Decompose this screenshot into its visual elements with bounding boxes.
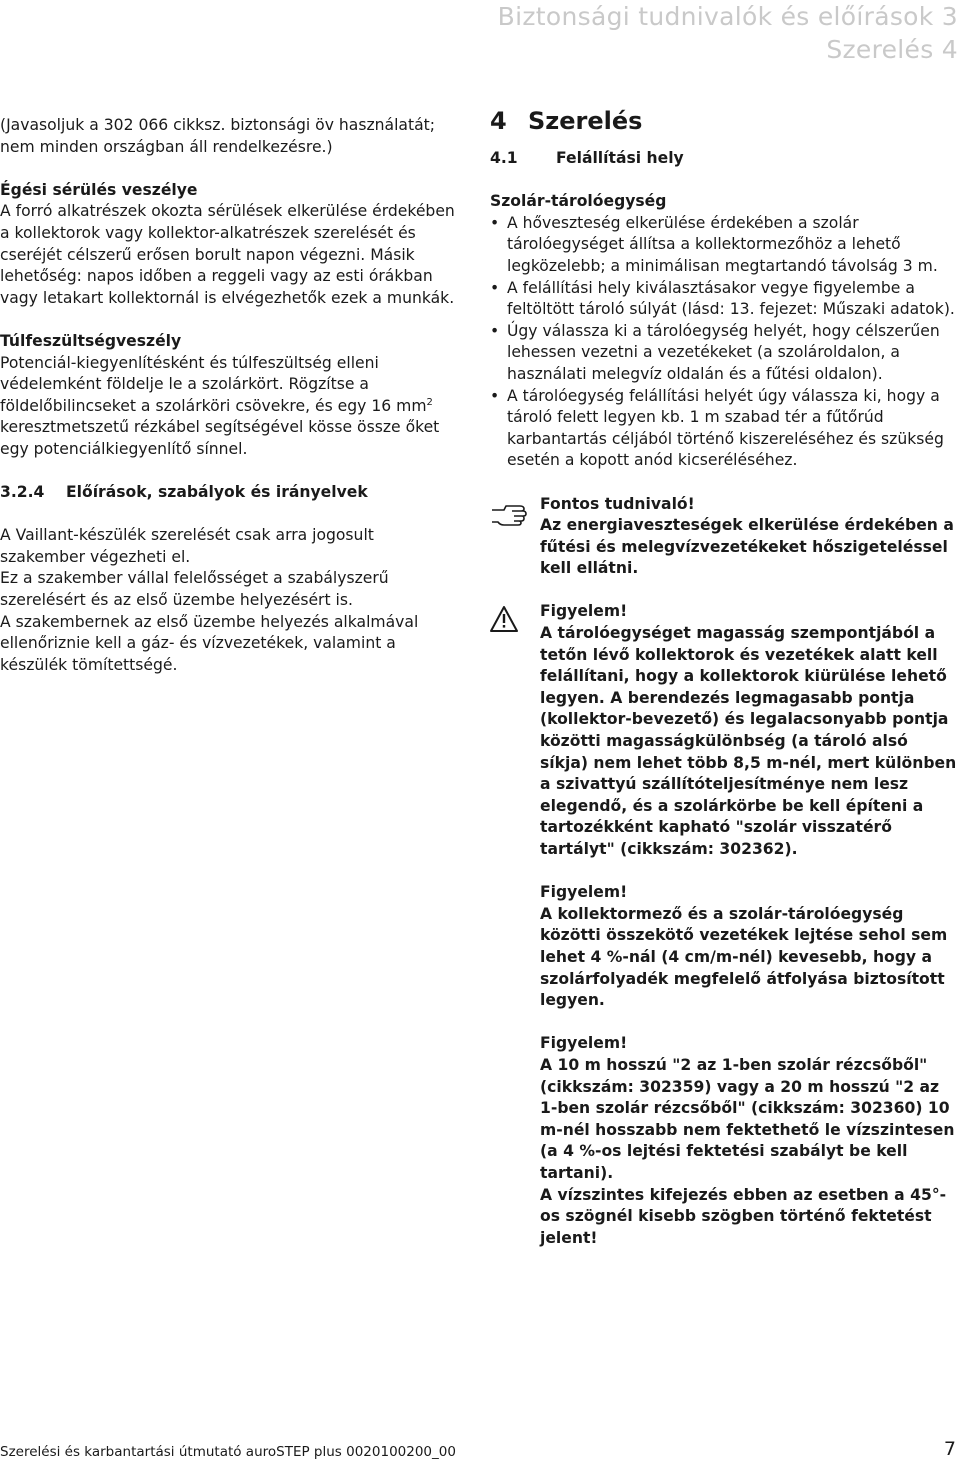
info-text: Az energiaveszteségek elkerülése érdekében a fűtési és melegvízvezetékeket hőszigeteléssel kell ellátni. (540, 516, 954, 578)
list-item: • A felállítási hely kiválasztásakor vegye figyelembe a feltöltött tároló súlyát (lásd: 13. fejezet: Műszaki adatok). (490, 278, 958, 321)
rules-paragraph-2: Ez a szakember vállal felelősséget a szabályszerű szerelésért és az első üzembe helyezésért is. (0, 569, 389, 610)
burn-hazard-title: Égési sérülés veszélye (0, 180, 198, 199)
rules-paragraph-3: A szakembernek az első üzembe helyezés alkalmával ellenőriznie kell a gáz- és vízvezetékek, valamint a készülék tömítettségé. (0, 612, 419, 674)
section-title: Előírások, szabályok és irányelvek (66, 483, 368, 502)
rules-paragraph-1: A Vaillant-készülék szerelését csak arra jogosult szakember végezheti el. (0, 526, 374, 566)
warning-label: Figyelem! (540, 602, 628, 621)
warning-text: A 10 m hosszú "2 az 1-ben szolár rézcsőből" (cikkszám: 302359) vagy a 20 m hosszú "2 az 1-ben szolár rézcsőből" (cikkszám: 302360) 10 m-nél hosszabb nem fektethető le vízszintesen (a 4 %-os lejtési fektetési szabályt be kell tartani). (540, 1055, 955, 1182)
info-label: Fontos tudnivaló! (540, 494, 695, 513)
intro-paragraph: (Javasoljuk a 302 066 cikksz. biztonsági öv használatát; nem minden országban áll rendelkezésre.) (0, 116, 436, 156)
warning-note-2 (490, 882, 958, 1012)
list-item: • A tárolóegység felállítási helyét úgy válassza ki, hogy a tároló felett legyen kb. 1 m szabad tér a fűtőrúd karbantartás céljából történő kiszereléséhez és szükség esetén a kopott anód kicseréléséhez. (490, 386, 958, 472)
overvoltage-text-part-a: Potenciál-kiegyenlítésként és túlfeszültség elleni védelemként földelje le a szolárkört. Rögzítse a földelőbilincseket a szolárköri csövekre, és egy 16 mm (0, 353, 427, 415)
header-chapter-3: Biztonsági tudnivalók és előírások 3 (497, 2, 958, 31)
placement-bullet-list (490, 213, 958, 472)
overvoltage-text-part-b: keresztmetszetű rézkábel segítségével kösse össze őket egy potenciálkiegyenlítő sínnel. (0, 418, 440, 458)
warning-triangle-icon (490, 605, 532, 635)
footer-page-number: 7 (943, 1438, 956, 1460)
info-note (490, 494, 958, 580)
subsection-number: 4.1 (490, 149, 518, 167)
overvoltage-text (0, 353, 462, 461)
section-number: 3.2.4 (0, 483, 45, 502)
overvoltage-superscript: 2 (426, 396, 433, 408)
right-column (490, 107, 958, 1271)
chapter-title: Szerelés (528, 107, 643, 135)
unit-title: Szolár-tárolóegység (490, 192, 667, 211)
page-header (498, 0, 958, 66)
header-chapter-4: Szerelés 4 (826, 35, 958, 64)
warning-text-continued: A vízszintes kifejezés ebben az esetben a 45°-os szögnél kisebb szögben történő fektetést jelent! (540, 1185, 947, 1247)
chapter-heading (490, 106, 958, 136)
subsection-heading-4-1 (490, 148, 958, 170)
warning-text: A kollektormező és a szolár-tárolóegység közötti összekötő vezetékek lejtése sehol sem lehet 4 %-nál (4 cm/m-nél) kevesebb, hogy a szolárfolyadék megfelelő átfolyása biztosított legyen. (540, 904, 948, 1010)
burn-hazard-text: A forró alkatrészek okozta sérülések elkerülése érdekében a kollektorok vagy kollektor-alkatrészek szerelését és cseréjét célszerű erősen borult napon végezni. Másik lehetőség: napos időben a reggeli vagy az esti órákban vagy letakart kollektornál is elvégezhetők ezek a munkák. (0, 202, 455, 307)
warning-label: Figyelem! (540, 1034, 628, 1053)
list-item: • A hőveszteség elkerülése érdekében a szolár tárolóegységet állítsa a kollektormezőhöz a lehető legközelebb; a minimálisan megtartandó távolság 3 m. (490, 213, 958, 278)
subsection-title: Felállítási hely (556, 149, 684, 167)
list-item: • Úgy válassza ki a tárolóegység helyét, hogy célszerűen lehessen vezetni a vezetékeket (a szolároldalon, a használati melegvíz oldalán és a fűtési oldalon). (490, 321, 958, 386)
warning-note-1 (490, 601, 958, 860)
warning-text: A tárolóegységet magasság szempontjából a tetőn lévő kollektorok és vezetékek alatt kell felállítani, hogy a kollektorok kiürülése lehető legyen. A berendezés legmagasabb pontja (kollektor-bevezető) és legalacsonyabb pontja közötti magasságkülönbség (a tároló alsó síkja) nem lehet több 8,5 m-nél, mert különben a szivattyú szállítóteljesítménye nem lesz elegendő, és a szolárkörbe be kell építeni a tartozékként kapható "szolár visszatérő tartályt" (cikkszám: 302362). (540, 624, 957, 858)
section-heading-3-2-4 (0, 482, 462, 504)
pointing-hand-icon (490, 496, 532, 526)
left-column (0, 115, 462, 676)
footer-document-title: Szerelési és karbantartási útmutató auroSTEP plus 0020100200_00 (0, 1444, 456, 1460)
chapter-number: 4 (490, 107, 507, 135)
overvoltage-title: Túlfeszültségveszély (0, 331, 182, 350)
warning-note-3 (490, 1033, 958, 1249)
warning-label: Figyelem! (540, 883, 628, 902)
